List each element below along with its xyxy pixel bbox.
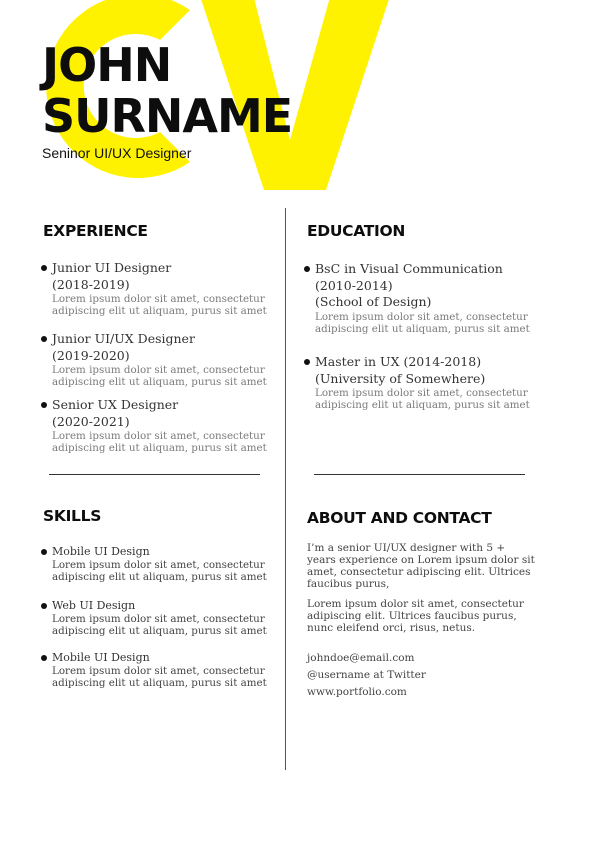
contact-email[interactable]: johndoe@email.com [307,652,415,664]
experience-role: Junior UI/UX Designer [52,331,195,346]
experience-role: Junior UI Designer [52,260,172,275]
experience-item [52,397,284,454]
education-school: (University of Somewhere) [315,370,486,386]
contact-website[interactable]: www.portfolio.com [307,686,407,698]
first-name: JOHN [42,38,172,92]
column-divider [285,208,286,770]
experience-dates: (2020-2021) [52,413,130,429]
experience-desc: adipiscing elit ut aliquam, purus sit amet [52,442,267,454]
bullet [41,549,47,555]
experience-dates: (2019-2020) [52,347,130,363]
education-desc: Lorem ipsum dolor sit amet, consectetur [315,387,528,399]
skill-desc: Lorem ipsum dolor sit amet, consectetur [52,665,265,677]
education-dates: (2010-2014) [315,277,393,293]
bullet [41,655,47,661]
bullet [41,336,47,342]
skills-heading: SKILLS [43,507,102,525]
bullet [41,402,47,408]
experience-role: Senior UX Designer [52,397,179,412]
skill-name: Web UI Design [52,599,136,612]
education-item [315,354,547,411]
skill-item [52,651,284,689]
bullet [41,603,47,609]
education-school: (School of Design) [315,294,432,309]
experience-desc: Lorem ipsum dolor sit amet, consectetur [52,364,265,376]
skill-name: Mobile UI Design [52,545,150,558]
education-degree: BsC in Visual Communication [315,261,503,276]
skill-item [52,545,284,583]
experience-item [52,260,284,317]
skill-name: Mobile UI Design [52,651,150,664]
education-item [315,261,547,335]
about-paragraph: Lorem ipsum dolor sit amet, consectetur adipiscing elit. Ultrices faucibus purus, nunc eleifend orci, risus, netus. [307,598,524,634]
education-desc: Lorem ipsum dolor sit amet, consectetur [315,310,528,323]
contact-twitter[interactable]: @username at Twitter [307,669,426,681]
job-title: Seninor UI/UX Designer [42,145,192,161]
education-desc: adipiscing elit ut aliquam, purus sit amet [315,322,530,335]
about-paragraph: I’m a senior UI/UX designer with 5 + years experience on Lorem ipsum dolor sit amet, consectetur adipiscing elit. Ultrices faucibus purus, [307,542,535,590]
skill-desc: adipiscing elit ut aliquam, purus sit amet [52,625,267,637]
skill-desc: Lorem ipsum dolor sit amet, consectetur [52,559,265,571]
bullet [41,265,47,271]
experience-desc: adipiscing elit ut aliquam, purus sit amet [52,376,267,388]
experience-desc: Lorem ipsum dolor sit amet, consectetur [52,293,265,305]
skill-item [52,599,284,637]
bullet [304,359,310,365]
experience-item [52,331,284,388]
skill-desc: adipiscing elit ut aliquam, purus sit amet [52,677,267,689]
experience-desc: adipiscing elit ut aliquam, purus sit amet [52,305,267,317]
education-degree: Master in UX (2014-2018) [315,354,482,369]
experience-heading: EXPERIENCE [43,222,148,240]
bullet [304,266,310,272]
experience-dates: (2018-2019) [52,276,130,292]
education-desc: adipiscing elit ut aliquam, purus sit amet [315,399,530,411]
skill-desc: Lorem ipsum dolor sit amet, consectetur [52,613,265,625]
surname: SURNAME [42,89,293,143]
skill-desc: adipiscing elit ut aliquam, purus sit amet [52,571,267,583]
about-heading: ABOUT AND CONTACT [307,509,492,527]
experience-desc: Lorem ipsum dolor sit amet, consectetur [52,430,265,442]
experience-divider [49,474,260,475]
education-divider [314,474,525,475]
education-heading: EDUCATION [307,222,405,240]
